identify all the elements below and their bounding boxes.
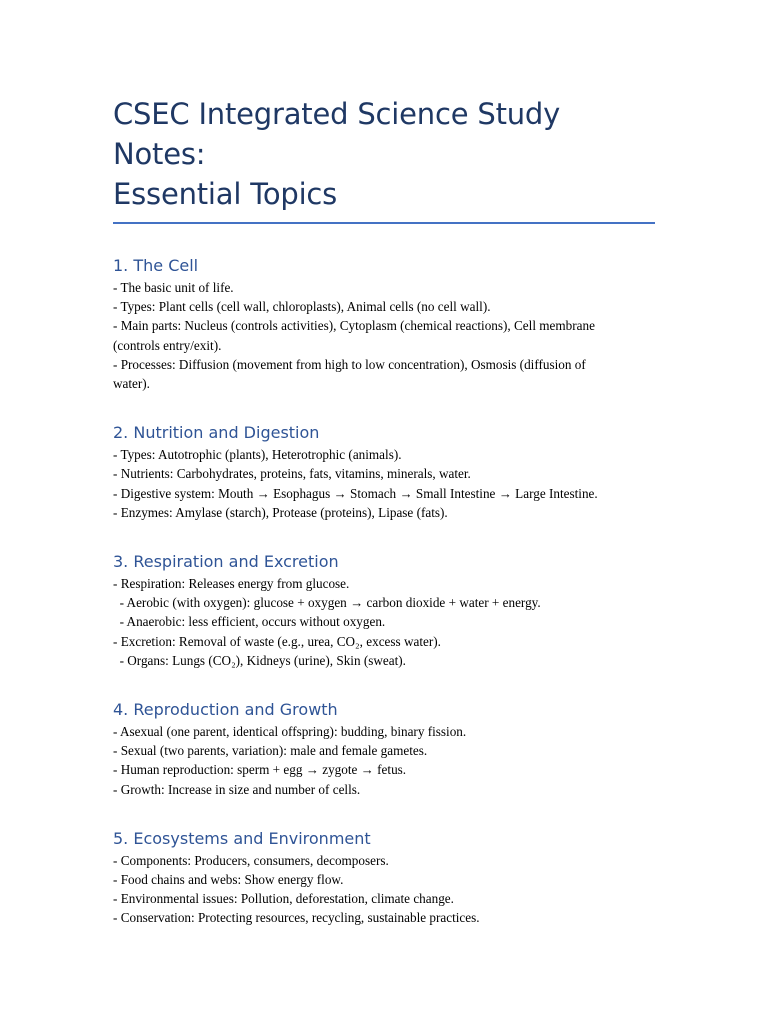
section-heading: 2. Nutrition and Digestion bbox=[113, 423, 320, 443]
section-respiration-and-excretion bbox=[113, 551, 655, 670]
body-text-line: - Human reproduction: sperm + egg → zygote → fetus. bbox=[113, 762, 407, 778]
body-text-line: (controls entry/exit). bbox=[113, 337, 222, 353]
body-text-line: - Growth: Increase in size and number of cells. bbox=[113, 781, 361, 797]
body-text-line: - Excretion: Removal of waste (e.g., urea, CO₂, excess water). bbox=[113, 633, 441, 649]
body-text-line: - Asexual (one parent, identical offspring): budding, binary fission. bbox=[113, 724, 467, 740]
sections-container bbox=[113, 255, 655, 928]
body-text-line: - Anaerobic: less efficient, occurs without oxygen. bbox=[113, 614, 386, 630]
body-text-line: - Nutrients: Carbohydrates, proteins, fats, vitamins, minerals, water. bbox=[113, 466, 471, 482]
body-text-line: - Environmental issues: Pollution, deforestation, climate change. bbox=[113, 891, 454, 907]
body-text-line: - Aerobic (with oxygen): glucose + oxygen → carbon dioxide + water + energy. bbox=[113, 595, 541, 611]
body-text-line: - Food chains and webs: Show energy flow. bbox=[113, 872, 344, 888]
body-text-line: - Sexual (two parents, variation): male and female gametes. bbox=[113, 743, 428, 759]
document-title-line-1: CSEC Integrated Science Study Notes: bbox=[113, 97, 561, 171]
body-text-line: - Digestive system: Mouth → Esophagus → Stomach → Small Intestine → Large Intestine. bbox=[113, 485, 598, 501]
title-underline-divider bbox=[113, 222, 655, 224]
document-page bbox=[113, 94, 655, 928]
section-reproduction-and-growth bbox=[113, 699, 655, 799]
body-text-line: water). bbox=[113, 376, 150, 392]
body-text-line: - The basic unit of life. bbox=[113, 280, 234, 295]
body-text-line: - Components: Producers, consumers, decomposers. bbox=[113, 852, 389, 868]
body-text-line: - Processes: Diffusion (movement from high to low concentration), Osmosis (diffusion of bbox=[113, 356, 586, 372]
section-heading: 4. Reproduction and Growth bbox=[113, 700, 338, 720]
body-text-line: - Respiration: Releases energy from glucose. bbox=[113, 576, 350, 592]
body-text-line: - Main parts: Nucleus (controls activities), Cytoplasm (chemical reactions), Cell membrane bbox=[113, 318, 595, 334]
document-title bbox=[113, 94, 655, 214]
body-text-line: - Enzymes: Amylase (starch), Protease (proteins), Lipase (fats). bbox=[113, 504, 448, 520]
body-text-line: - Types: Autotrophic (plants), Heterotrophic (animals). bbox=[113, 447, 402, 463]
document-title-line-2: Essential Topics bbox=[113, 177, 338, 211]
body-text-line: - Organs: Lungs (CO₂), Kidneys (urine), Skin (sweat). bbox=[113, 652, 406, 668]
section-heading: 3. Respiration and Excretion bbox=[113, 552, 339, 572]
section-ecosystems-and-environment bbox=[113, 828, 655, 928]
section-heading: 1. The Cell bbox=[113, 256, 199, 275]
body-text-line: - Conservation: Protecting resources, recycling, sustainable practices. bbox=[113, 910, 480, 926]
section-nutrition-and-digestion bbox=[113, 422, 655, 522]
section-heading: 5. Ecosystems and Environment bbox=[113, 828, 371, 848]
body-text-line: - Types: Plant cells (cell wall, chloroplasts), Animal cells (no cell wall). bbox=[113, 299, 491, 315]
section-the-cell bbox=[113, 255, 655, 393]
